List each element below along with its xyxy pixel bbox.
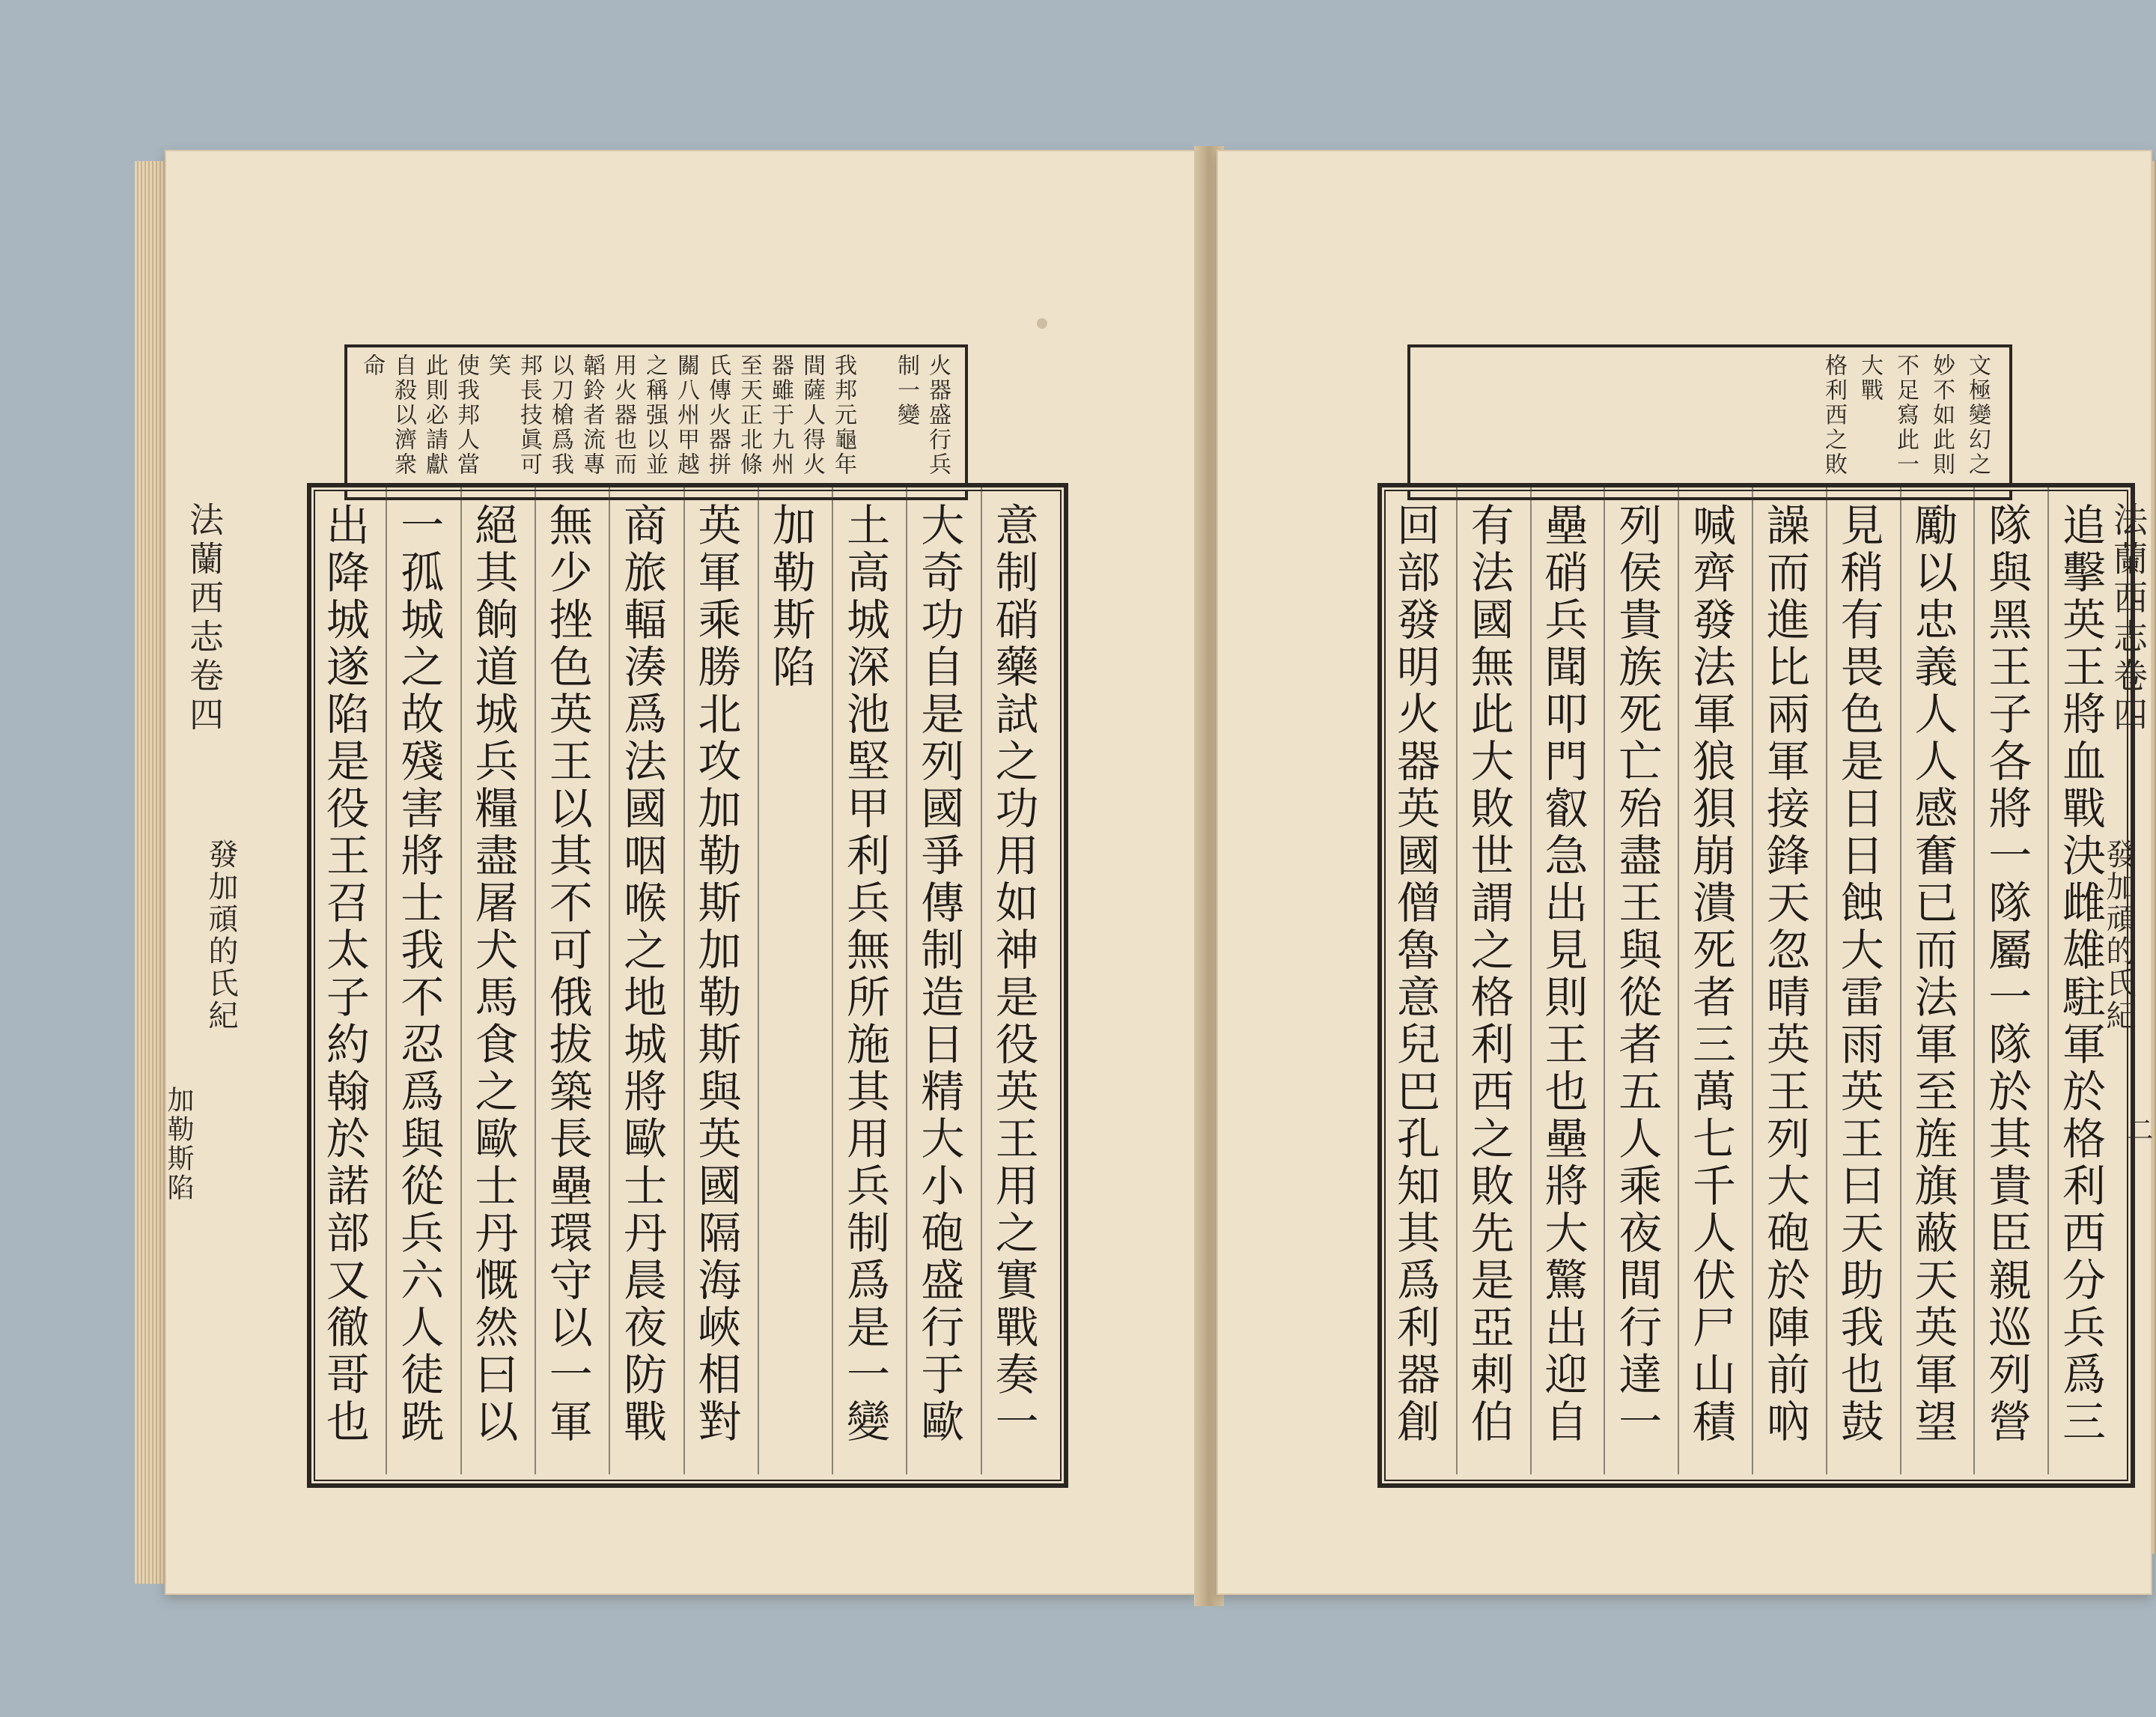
column-rule	[609, 487, 610, 1474]
headnote-column: 妙不如此則	[1928, 353, 1955, 477]
body-column: 商旅輻湊爲法國咽喉之地城將歐士丹晨夜防戰	[616, 502, 668, 1446]
column-rule	[1973, 487, 1975, 1474]
body-column: 絕其餉道城兵糧盡屠犬馬食之歐士丹慨然曰以	[467, 502, 519, 1446]
headnote-column: 至天正北條	[736, 353, 762, 477]
body-column: 無少挫色英王以其不可俄拔築長壘環守以一軍	[541, 502, 593, 1446]
body-column: 列侯貴族死亡殆盡王與從者五人乘夜間行達一	[1611, 502, 1663, 1446]
body-column: 喊齊發法軍狼狽崩潰死者三萬七千人伏尸山積	[1685, 502, 1737, 1446]
body-column: 英軍乘勝北攻加勒斯加勒斯與英國隔海峽相對	[690, 502, 742, 1446]
column-rule	[1530, 487, 1532, 1474]
headnote-column: 格利西之敗	[1821, 353, 1847, 477]
column-rule	[758, 487, 759, 1474]
headnote-column: 命	[359, 353, 385, 378]
left-margin-subtitle: 發加頑的氏紀	[204, 839, 238, 1032]
headnote-column: 我邦元龜年	[830, 353, 856, 477]
headnote-column: 邦長技眞可	[516, 353, 542, 477]
headnote-column: 使我邦人當	[453, 353, 479, 477]
column-rule	[832, 487, 833, 1474]
column-rule	[1456, 487, 1458, 1474]
body-column: 土高城深池堅甲利兵無所施其用兵制爲是一變	[838, 502, 890, 1446]
column-rule	[981, 487, 982, 1474]
body-column: 意制硝藥試之功用如神是役英王用之實戰奏一	[987, 502, 1039, 1446]
headnote-column: 以刀槍爲我	[547, 353, 573, 477]
column-rule	[535, 487, 536, 1474]
right-headnote-box	[1407, 344, 2012, 500]
column-rule	[1604, 487, 1605, 1474]
headnote-column: 文極變幻之	[1964, 353, 1991, 477]
headnote-column: 不足寫此一	[1892, 353, 1919, 477]
left-margin-section: 加勒斯陷	[163, 1086, 194, 1203]
headnote-column: 用火器也而	[610, 353, 636, 477]
paper-speck	[1037, 318, 1047, 329]
headnote-column: 大戰	[1857, 353, 1883, 403]
column-rule	[1678, 487, 1679, 1474]
left-margin-title: 法蘭西志卷四	[184, 502, 225, 735]
column-rule	[1826, 487, 1827, 1474]
left-headnote-box	[344, 344, 968, 500]
body-column: 譟而進比兩軍接鋒天忽晴英王列大砲於陣前吶	[1758, 502, 1810, 1446]
column-rule	[906, 487, 907, 1474]
open-book	[135, 139, 2153, 1617]
body-column: 出降城遂陷是役王召太子約翰於諾部又徹哥也	[318, 502, 370, 1446]
headnote-column: 自殺以濟衆	[390, 353, 416, 477]
headnote-column: 制一變	[893, 353, 919, 428]
column-rule	[386, 487, 387, 1474]
left-text-frame	[307, 483, 1068, 1488]
body-column: 大奇功自是列國爭傳制造日精大小砲盛行于歐	[913, 502, 965, 1446]
column-rule	[1900, 487, 1901, 1474]
right-page-number: 二	[2122, 1116, 2153, 1143]
column-rule	[460, 487, 462, 1474]
headnote-column: 韜鈴者流專	[579, 353, 605, 477]
body-column: 隊與黑王子各將一隊屬一隊於其貴臣親巡列營	[1981, 502, 2032, 1446]
column-rule	[2047, 487, 2049, 1474]
headnote-column: 之稱强以並	[642, 353, 668, 477]
headnote-column: 氏傳火器拼	[704, 353, 731, 477]
body-column: 有法國無此大敗世謂之格利西之敗先是亞剌伯	[1463, 502, 1514, 1446]
headnote-column: 火器盛行兵	[925, 353, 951, 477]
right-page	[1216, 150, 2152, 1595]
right-margin-title: 法蘭西志卷四	[2108, 502, 2149, 735]
headnote-column: 器雖于九州	[767, 353, 794, 477]
headnote-column: 關八州甲越	[673, 353, 699, 477]
right-margin-subtitle: 發加頑的氏紀	[2101, 839, 2136, 1032]
body-column: 見稍有畏色是日日蝕大雷雨英王曰天助我也鼓	[1833, 502, 1884, 1446]
headnote-column: 笑	[484, 353, 511, 378]
body-column: 勵以忠義人人感奮已而法軍至旌旗蔽天英軍望	[1907, 502, 1958, 1446]
body-column: 壘硝兵聞叩門叡急出見則王也壘將大驚出迎自	[1537, 502, 1589, 1446]
column-rule	[1752, 487, 1753, 1474]
column-rule	[683, 487, 685, 1474]
left-page	[165, 150, 1198, 1595]
body-column: 一孤城之故殘害將士我不忍爲與從兵六人徒跣	[393, 502, 445, 1446]
headnote-column: 間薩人得火	[799, 353, 825, 477]
right-text-frame	[1377, 483, 2135, 1488]
headnote-column: 此則必請獻	[421, 353, 448, 477]
body-column: 加勒斯陷	[764, 502, 816, 691]
body-column: 追擊英王將血戰決雌雄駐軍於格利西分兵爲三	[2055, 502, 2107, 1446]
body-column: 回部發明火器英國僧魯意兒巴孔知其爲利器創	[1389, 502, 1440, 1446]
